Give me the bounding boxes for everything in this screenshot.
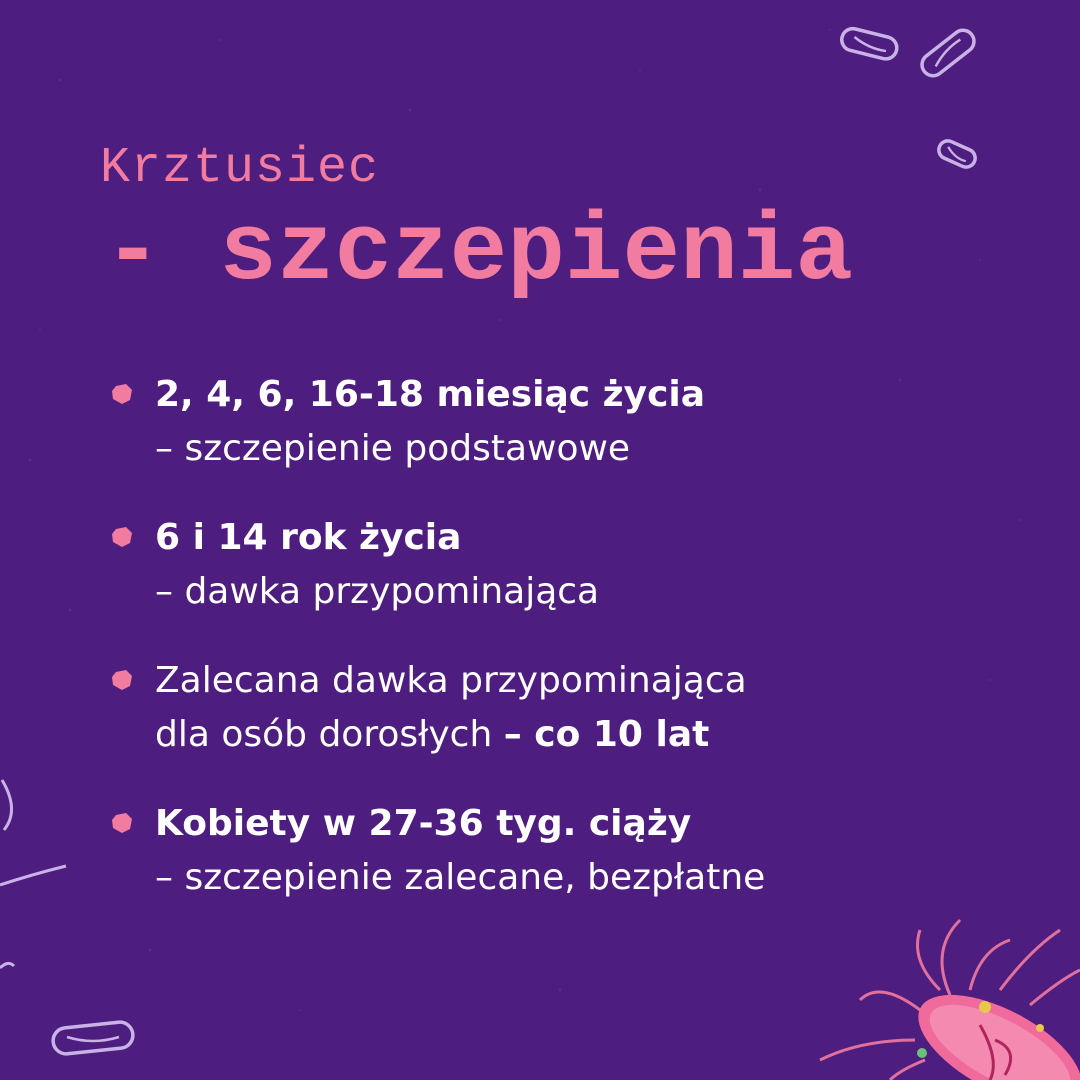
item-description: – szczepienie podstawowe xyxy=(155,428,631,469)
flagella-icon xyxy=(0,770,90,990)
item-heading: 6 i 14 rok życia xyxy=(155,517,462,558)
item-heading: 2, 4, 6, 16-18 miesiąc życia xyxy=(155,374,706,415)
list-item xyxy=(110,511,1010,619)
title-line-2: - szczepienia xyxy=(104,198,853,307)
bullet-icon xyxy=(110,382,134,406)
bacteria-outline-icon xyxy=(932,135,982,175)
item-description: – dawka przypominająca xyxy=(155,571,600,612)
bullet-icon xyxy=(110,811,134,835)
list-item xyxy=(110,654,1010,762)
bacteria-outline-icon xyxy=(45,1015,140,1060)
list-item xyxy=(110,368,1010,476)
title-line-1: Krztusiec xyxy=(100,140,380,197)
item-description xyxy=(155,708,1010,762)
bullet-icon xyxy=(110,668,134,692)
item-heading: Kobiety w 27-36 tyg. ciąży xyxy=(155,803,692,844)
item-description: – szczepienie zalecane, bezpłatne xyxy=(155,857,766,898)
bullet-icon xyxy=(110,525,134,549)
schedule-list xyxy=(110,368,1010,940)
item-heading: Zalecana dawka przypominająca xyxy=(155,660,747,701)
bacteria-outline-icon xyxy=(835,25,905,65)
list-item xyxy=(110,797,1010,905)
item-description-regular: dla osób dorosłych xyxy=(155,714,504,755)
item-description-bold: – co 10 lat xyxy=(503,714,710,755)
bacteria-outline-icon xyxy=(912,22,982,82)
